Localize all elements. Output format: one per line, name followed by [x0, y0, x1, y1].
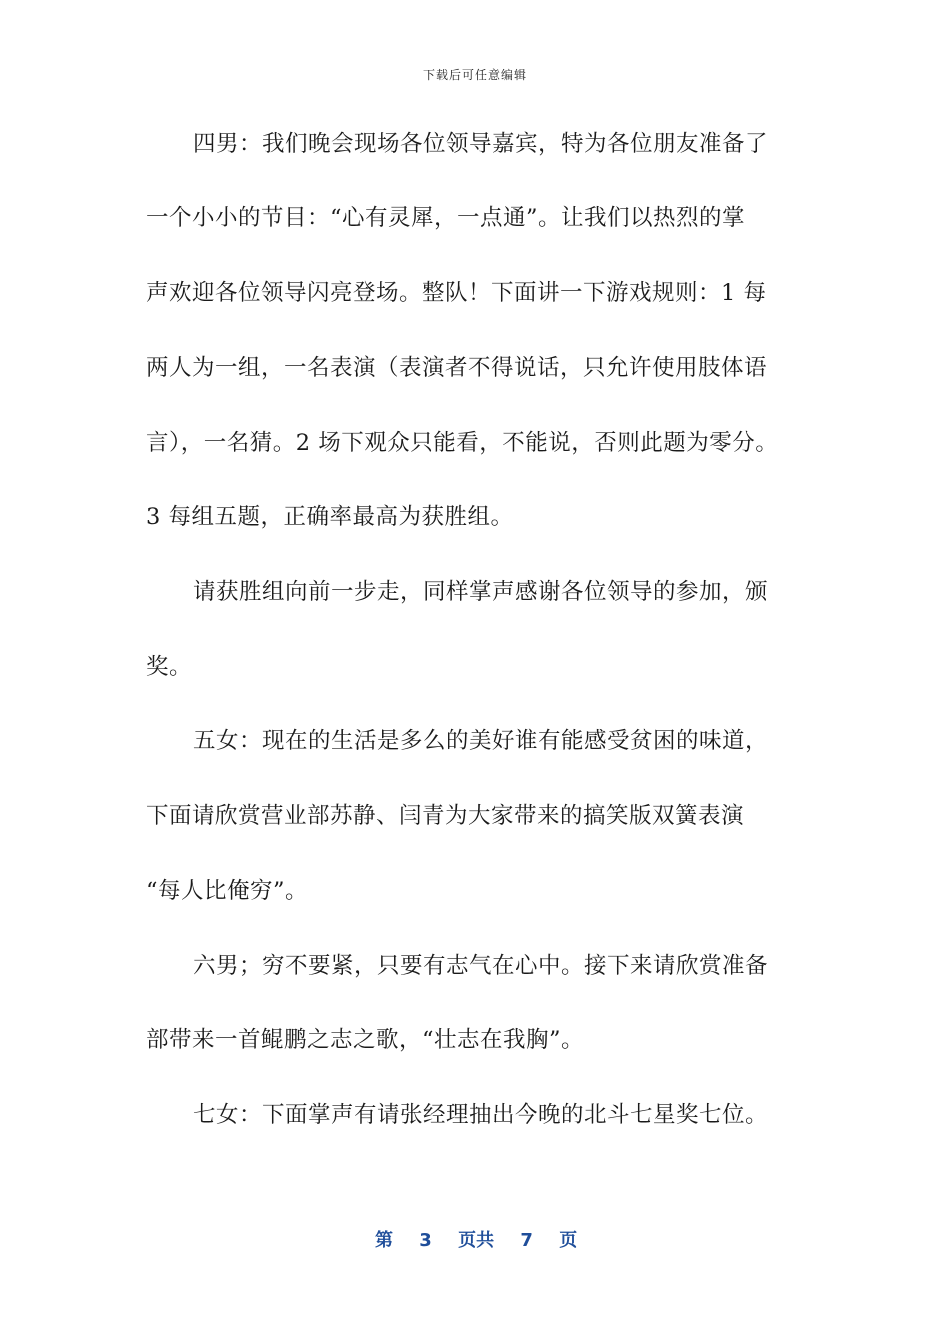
paragraph-line: 四男：我们晚会现场各位领导嘉宾，特为各位朋友准备了	[193, 131, 769, 157]
paragraph-line: 下面请欣赏营业部苏静、闫青为大家带来的搞笑版双簧表演	[146, 803, 745, 829]
page-footer	[375, 1226, 577, 1252]
paragraph-line: 七女：下面掌声有请张经理抽出今晚的北斗七星奖七位。	[193, 1102, 769, 1128]
footer-suffix: 页	[559, 1230, 578, 1251]
page-header: 下载后可任意编辑	[422, 68, 527, 82]
paragraph-line: 六男；穷不要紧，只要有志气在心中。接下来请欣赏准备	[193, 953, 769, 979]
paragraph-line: 五女：现在的生活是多么的美好谁有能感受贫困的味道，	[193, 728, 769, 754]
footer-prefix: 第	[375, 1230, 393, 1251]
footer-total-pages: 7	[520, 1230, 533, 1251]
paragraph-line: “每人比俺穷”。	[146, 878, 309, 904]
paragraph-line: 一个小小的节目：“心有灵犀，一点通”。让我们以热烈的掌	[146, 205, 746, 231]
footer-middle: 页共	[458, 1230, 495, 1251]
paragraph-line: 部带来一首鲲鹏之志之歌，“壮志在我胸”。	[146, 1027, 585, 1053]
paragraph-line: 奖。	[146, 654, 193, 680]
paragraph-line: 两人为一组，一名表演（表演者不得说话，只允许使用肢体语	[146, 355, 768, 381]
paragraph-line: 请获胜组向前一步走，同样掌声感谢各位领导的参加，颁	[193, 579, 769, 605]
paragraph-line: 言），一名猜。2 场下观众只能看，不能说，否则此题为零分。	[146, 430, 779, 456]
paragraph-line: 声欢迎各位领导闪亮登场。整队！下面讲一下游戏规则：1 每	[146, 280, 767, 306]
footer-page-number: 3	[419, 1230, 432, 1251]
paragraph-line: 3 每组五题，正确率最高为获胜组。	[146, 504, 514, 530]
